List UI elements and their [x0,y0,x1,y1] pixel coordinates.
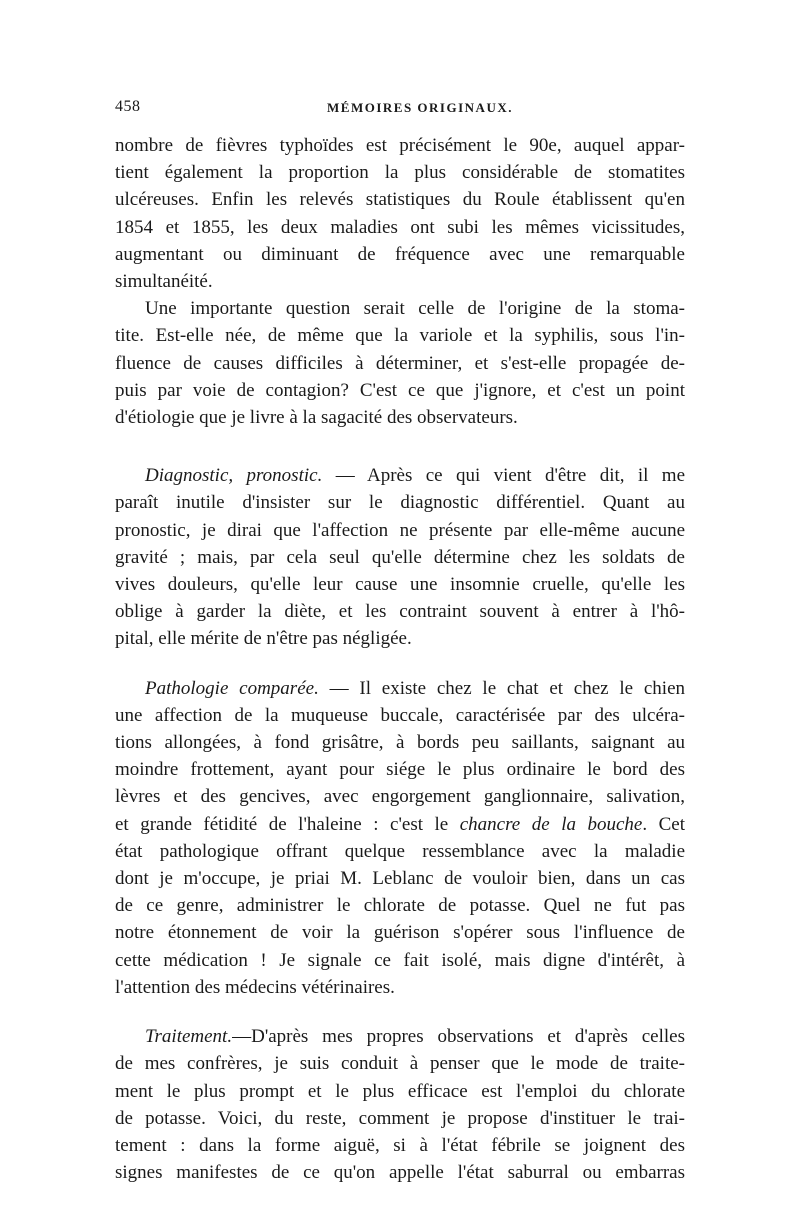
section-traitement [115,1023,685,1186]
text-line: l'attention des médecins vétérinaires. [115,976,395,998]
italic-term: chancre de la bouche [459,813,643,835]
text-line: simultanéité. [115,271,213,293]
text-line: augmentant ou diminuant de fréquence avec une remarquable [115,243,685,265]
section-heading: Diagnostic, pronostic. [145,465,323,487]
text-line: Une importante question serait celle de l'origine de la stoma- [145,298,685,320]
text-line: de mes confrères, je suis conduit à penser que le mode de traite- [115,1053,685,1075]
paragraph-1 [115,132,685,295]
text-line: lèvres et des gencives, avec engorgement ganglionnaire, salivation, [115,786,685,808]
text-line: paraît inutile d'insister sur le diagnostic différentiel. Quant au [115,492,685,514]
text-line: tite. Est-elle née, de même que la variole et la syphilis, sous l'in- [115,325,685,347]
text-line: oblige à garder la diète, et les contraint souvent à entrer à l'hô- [115,601,685,623]
text-line: pital, elle mérite de n'être pas négligée. [115,628,412,650]
page-number: 458 [115,98,141,115]
text-line: fluence de causes difficiles à déterminer, et s'est-elle propagée de- [115,352,685,374]
text-line: 1854 et 1855, les deux maladies ont subi les mêmes vicissitudes, [115,216,685,238]
text-line: pronostic, je dirai que l'affection ne présente par elle-même aucune [115,519,685,541]
text-line: de ce genre, administrer le chlorate de potasse. Quel ne fut pas [115,895,685,917]
running-head [115,92,685,132]
text-line: cette médication ! Je signale ce fait isolé, mais digne d'intérêt, à [115,949,685,971]
text-line: vives douleurs, qu'elle leur cause une insomnie cruelle, qu'elle les [115,574,685,596]
text-line: nombre de fièvres typhoïdes est précisément le 90e, auquel appar- [115,135,685,156]
text-run: — Il existe chez le chat et chez le chien [329,677,685,699]
section-pathologie [115,675,685,1001]
text-line [115,811,685,838]
text-line: ment le plus prompt et le plus efficace est l'emploi du chlorate [115,1080,685,1102]
text-run: . Cet [642,813,685,835]
text-line: tient également la proportion la plus considérable de stomatites [115,162,685,184]
book-page [115,92,685,1186]
text-run: —D'après mes propres observations et d'après celles [232,1026,685,1048]
text-line: tions allongées, à fond grisâtre, à bords peu saillants, saignant au [115,732,685,754]
section-diagnostic [115,462,685,652]
text-line: signes manifestes de ce qu'on appelle l'état saburral ou embarras [115,1162,685,1184]
text-run: — Après ce qui vient d'être dit, il me [335,465,685,487]
text-line [115,675,685,702]
text-line: gravité ; mais, par cela seul qu'elle détermine chez les soldats de [115,546,685,568]
text-line [115,462,685,489]
text-run: et grande fétidité de l'haleine : c'est le [115,813,449,835]
text-line: dont je m'occupe, je priai M. Leblanc de vouloir bien, dans un cas [115,868,685,890]
text-line: une affection de la muqueuse buccale, caractérisée par des ulcéra- [115,704,685,726]
section-heading: Pathologie comparée. [145,677,319,699]
paragraph-2 [115,295,685,431]
text-line: de potasse. Voici, du reste, comment je propose d'instituer le trai- [115,1107,685,1129]
text-line: puis par voie de contagion? C'est ce que j'ignore, et c'est un point [115,379,685,401]
text-line: notre étonnement de voir la guérison s'opérer sous l'influence de [115,922,685,944]
text-line: tement : dans la forme aiguë, si à l'état fébrile se joignent des [115,1134,685,1156]
text-line: moindre frottement, ayant pour siége le plus ordinaire le bord des [115,759,685,781]
section-heading: Traitement. [145,1026,233,1048]
text-line: état pathologique offrant quelque ressemblance avec la maladie [115,840,685,862]
text-line [115,1023,685,1050]
text-line: ulcéreuses. Enfin les relevés statistiques du Roule établissent qu'en [115,189,685,211]
running-title: MÉMOIRES ORIGINAUX. [327,100,513,115]
text-line: d'étiologie que je livre à la sagacité des observateurs. [115,407,518,429]
